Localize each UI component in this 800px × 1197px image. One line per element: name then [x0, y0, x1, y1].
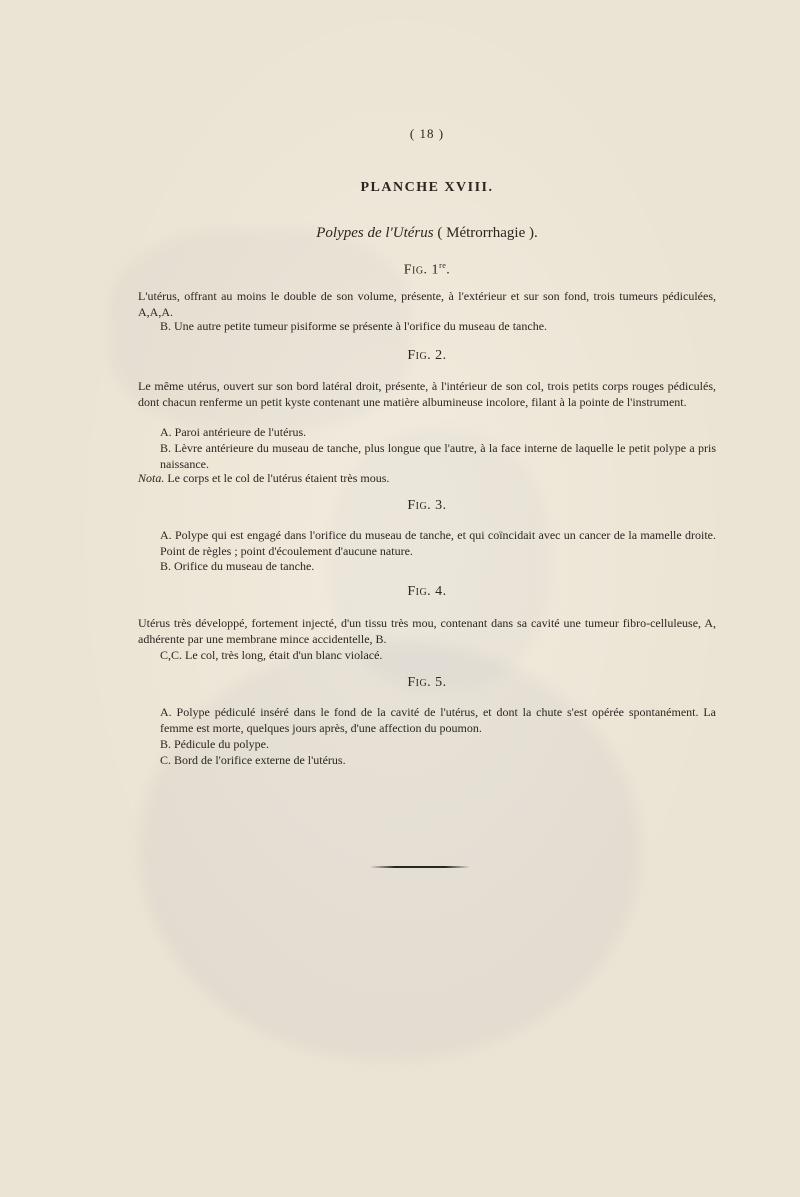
fig-2-nota: [138, 470, 716, 486]
fig-5-item-c: C. Bord de l'orifice externe de l'utérus.: [160, 753, 346, 767]
fig-5-heading: Fig. 5.: [407, 675, 447, 690]
plate-title: PLANCHE XVIII.: [360, 180, 494, 195]
subtitle-italic: Polypes de l'Utérus: [316, 225, 434, 241]
bleed-through-shape: [140, 640, 640, 1060]
fig-4-description: Utérus très développé, fortement injecté, d'un tissu très mou, contenant dans sa cavité une tumeur fibro-celluleuse, A, adhérente par une membrane mince accidentelle, B.: [138, 616, 716, 646]
fig-5-item-a: A. Polype pédiculé inséré dans le fond de la cavité de l'utérus, et dont la chute s'est opérée spontanément. La femme est morte, quelques jours après, d'une affection du poumon.: [160, 705, 716, 735]
fig-2-heading: Fig. 2.: [407, 348, 447, 363]
fig-1-description: L'utérus, offrant au moins le double de son volume, présente, à l'extérieur et sur son fond, trois tumeurs pédiculées, A,A,A.: [138, 289, 716, 319]
fig-3-heading: Fig. 3.: [407, 498, 447, 513]
fig-4-item-cc: C,C. Le col, très long, était d'un blanc violacé.: [160, 648, 383, 662]
closing-rule: [370, 866, 470, 868]
fig-2-item-b: B. Lèvre antérieure du museau de tanche, plus longue que l'autre, à la face interne de laquelle le petit polype a pris naissance.: [160, 441, 716, 471]
fig-4-heading: Fig. 4.: [407, 584, 447, 599]
fig-2-item-a: A. Paroi antérieure de l'utérus.: [160, 425, 307, 439]
nota-label: Nota.: [138, 471, 165, 485]
page-number: ( 18 ): [409, 126, 445, 141]
fig-1-heading: Fig. 1re.: [403, 261, 451, 278]
plate-subtitle: [138, 225, 716, 241]
fig-2-description: Le même utérus, ouvert sur son bord latéral droit, présente, à l'intérieur de son col, trois petits corps rouges pédiculés, dont chacun renferme un petit kyste contenant une matière albumineuse incolore, filant à la pointe de l'instrument.: [138, 379, 716, 409]
fig-3-item-a: A. Polype qui est engagé dans l'orifice du museau de tanche, et qui coïncidait avec un cancer de la mamelle droite. Point de règles ; point d'écoulement d'aucune nature.: [160, 528, 716, 558]
subtitle-rest: ( Métrorrhagie ).: [433, 225, 538, 241]
fig-3-item-b: B. Orifice du museau de tanche.: [160, 559, 315, 573]
fig-1-item-b: B. Une autre petite tumeur pisiforme se présente à l'orifice du museau de tanche.: [160, 319, 548, 333]
fig-5-item-b: B. Pédicule du polype.: [160, 737, 269, 751]
nota-text: Le corps et le col de l'utérus étaient très mous.: [164, 471, 390, 485]
